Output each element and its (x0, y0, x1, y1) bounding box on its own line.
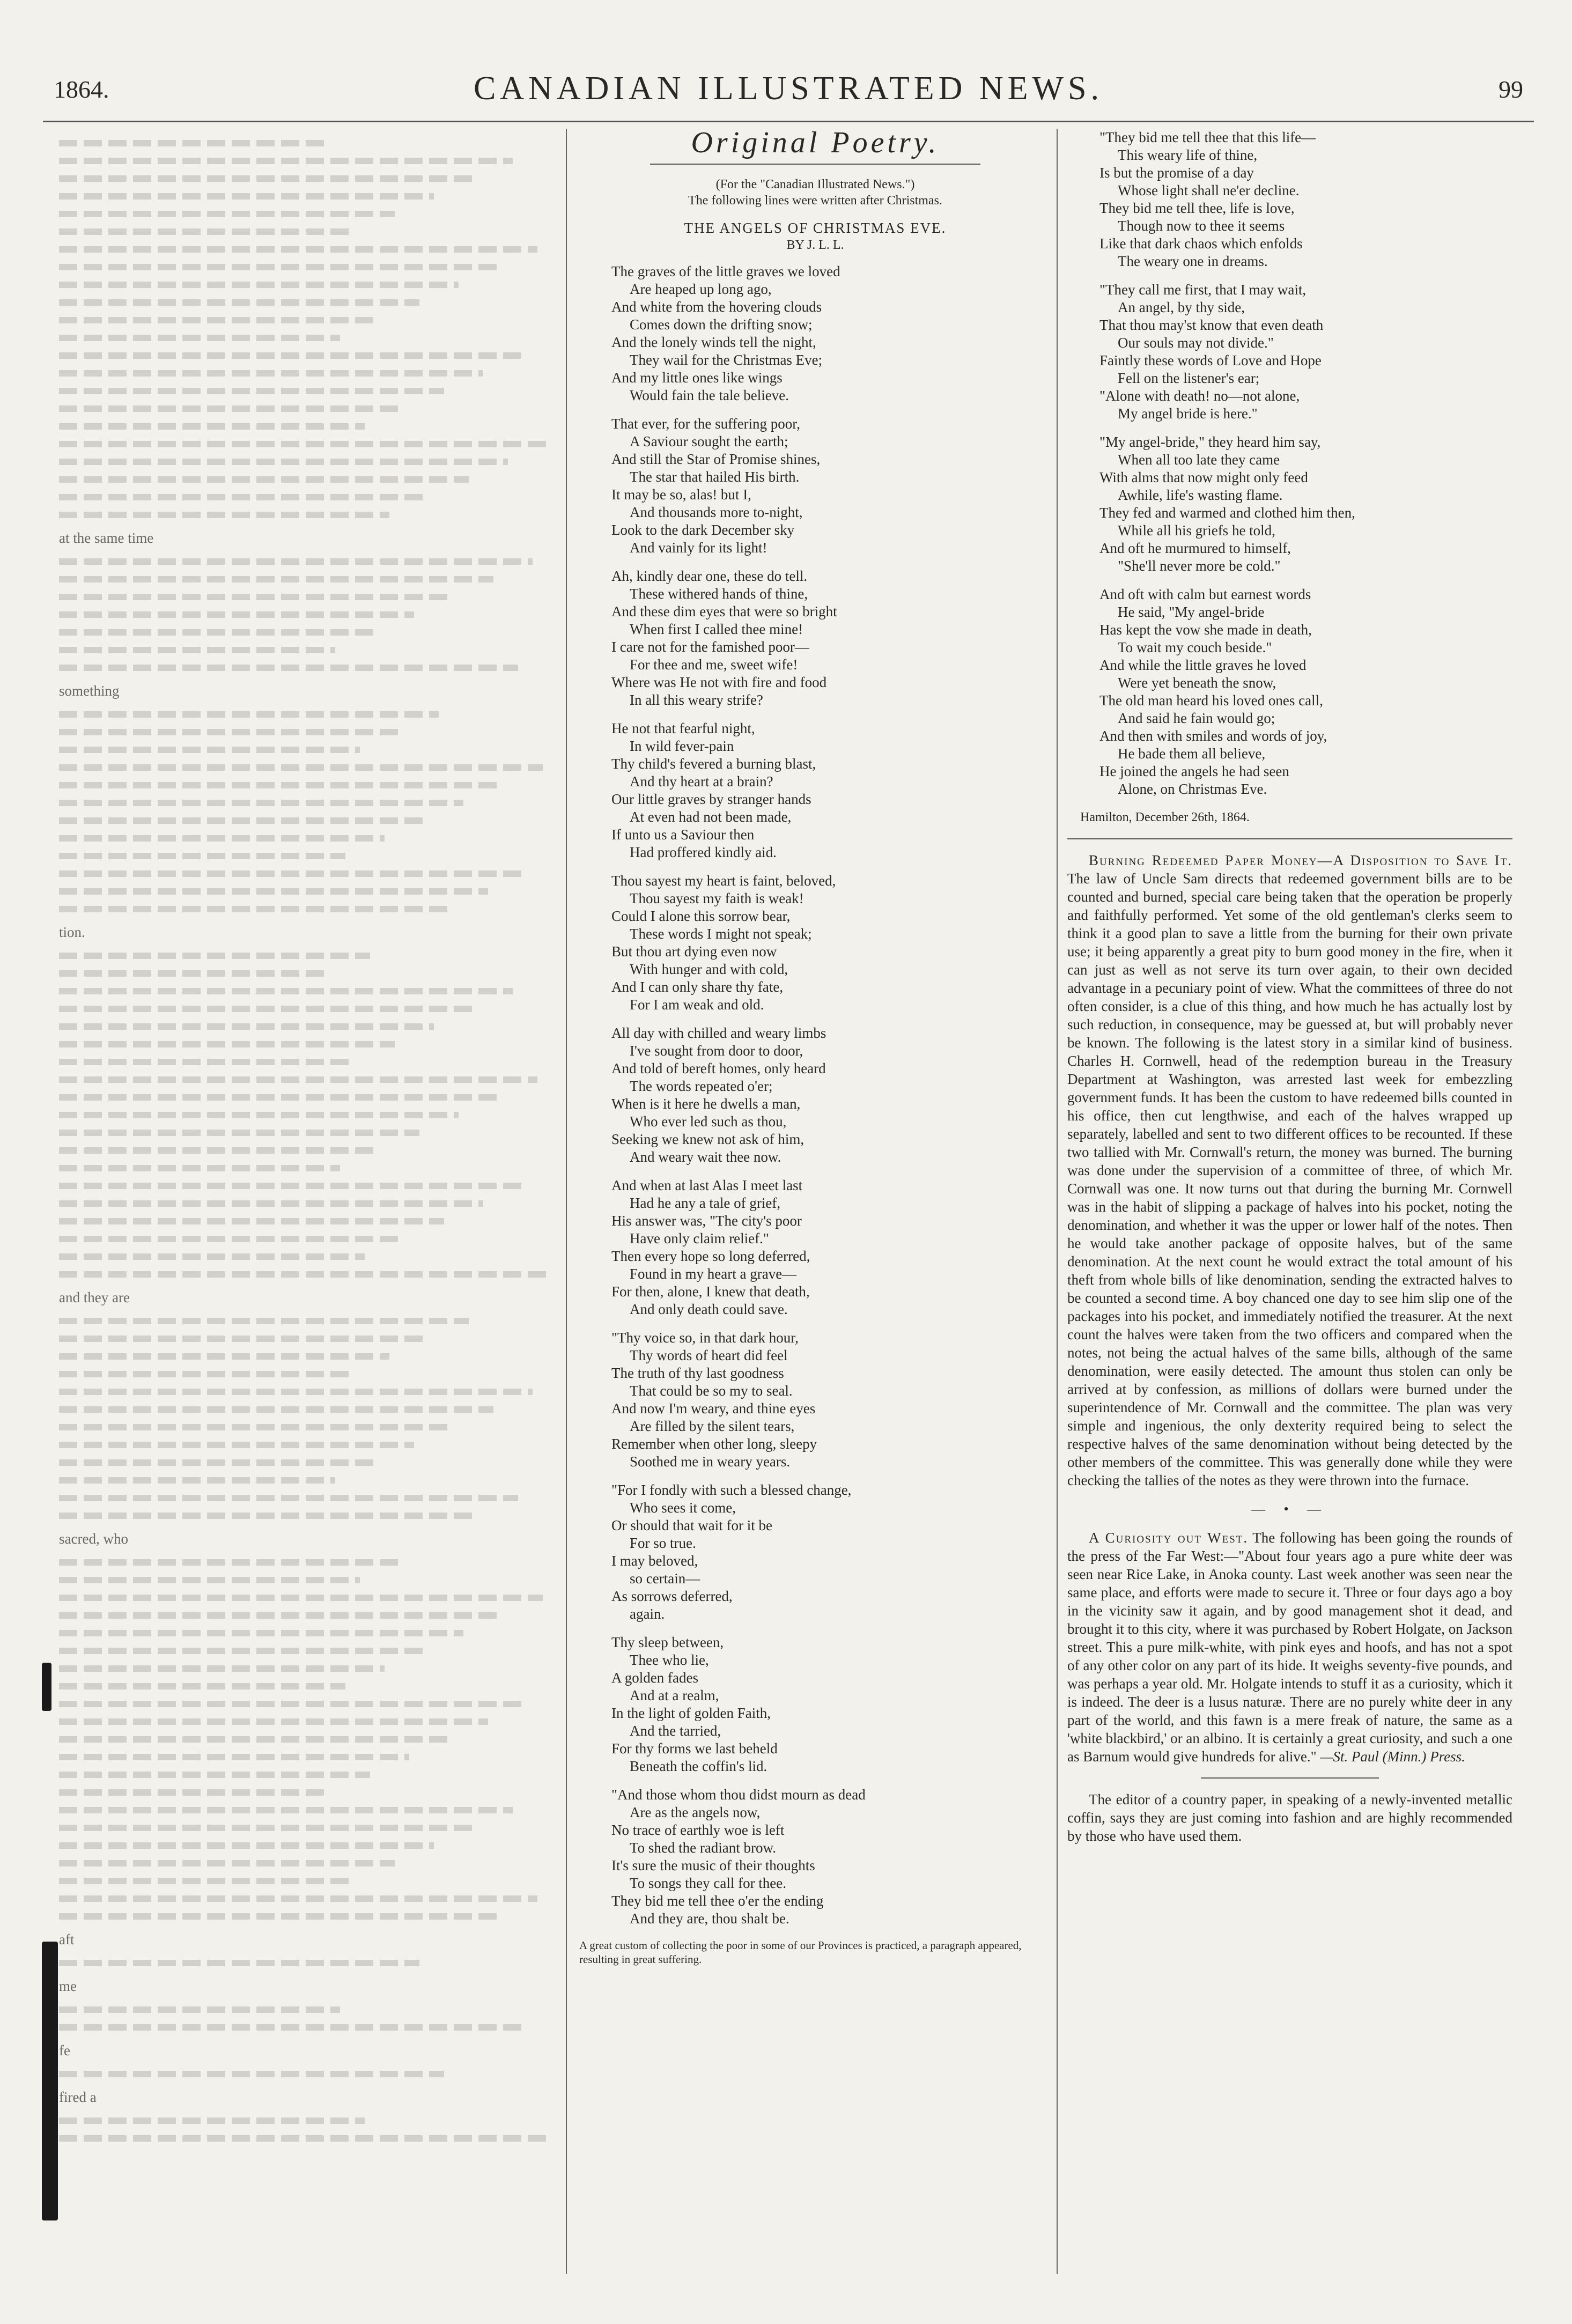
poem-line: Are as the angels now, (630, 1804, 761, 1820)
faded-text-line (59, 576, 493, 582)
poem-line: And thy heart at a brain? (630, 773, 773, 790)
poem-line: Look to the dark December sky (611, 522, 795, 538)
poem-cont-line: And then with smiles and words of joy, (1099, 728, 1327, 744)
poem-line: At even had not been made, (630, 809, 792, 825)
poem-line: These withered hands of thine, (630, 586, 808, 602)
poem-line: "Thy voice so, in that dark hour, (611, 1330, 799, 1346)
faded-text-line (59, 1683, 345, 1689)
faded-text-line (59, 1789, 330, 1796)
poem-line: Ah, kindly dear one, these do tell. (611, 568, 808, 584)
poem-line: Thou sayest my heart is faint, beloved, (611, 873, 836, 889)
faded-text-line (59, 1612, 503, 1619)
faded-text-line (59, 1665, 385, 1672)
poem-line: And vainly for its light! (630, 540, 767, 556)
poem-line: When is it here he dwells a man, (611, 1096, 801, 1112)
faded-text-line (59, 1112, 459, 1118)
poem-line: Where was He not with fire and food (611, 674, 827, 690)
faded-text-line (59, 888, 488, 895)
poem-line: so certain— (630, 1570, 700, 1587)
poem-line: Are heaped up long ago, (630, 281, 772, 297)
poem-cont-line: And said he fain would go; (1118, 710, 1275, 726)
faded-text-line (59, 264, 498, 270)
faded-text-line (59, 1371, 350, 1377)
poem-line: Found in my heart a grave— (630, 1266, 797, 1282)
poem-cont-stanza (1099, 129, 1512, 270)
faded-text-line (59, 282, 459, 288)
poem-line: If unto us a Saviour then (611, 827, 755, 843)
faded-text-line (59, 1253, 365, 1260)
poem-line: again. (630, 1606, 665, 1622)
faded-text-line (59, 1076, 537, 1083)
faded-text-line (59, 782, 503, 788)
poem-title: THE ANGELS OF CHRISTMAS EVE. (684, 220, 947, 236)
faded-text-line (59, 870, 528, 877)
poem-cont-line: Has kept the vow she made in death, (1099, 622, 1312, 638)
faded-text-line (59, 2135, 548, 2142)
poem-cont-line: Were yet beneath the snow, (1118, 675, 1276, 691)
poem-cont-line: "They call me first, that I may wait, (1099, 282, 1307, 298)
faded-text-line (59, 352, 523, 359)
faded-text-line (59, 494, 429, 500)
poem-cont-line: Our souls may not divide." (1118, 335, 1274, 351)
faded-text-line (59, 2006, 340, 2013)
article-separator: — • — (1251, 1501, 1329, 1517)
poem-cont-line: "My angel-bride," they heard him say, (1099, 434, 1321, 450)
faded-text-line (59, 594, 454, 600)
faded-text-line (59, 1718, 488, 1725)
faded-text-line (59, 1878, 355, 1884)
poem-cont-stanza (1099, 281, 1512, 423)
poem-line: Our little graves by stranger hands (611, 791, 811, 807)
faded-text-line (59, 1807, 513, 1813)
poem-cont-line: "She'll never more be cold." (1118, 558, 1281, 574)
poem-stanza (611, 872, 1051, 1014)
poem-cont-line: They fed and warmed and clothed him then, (1099, 505, 1355, 521)
section-title: Original Poetry. (691, 126, 940, 159)
article-curiosity-heading: A Curiosity out West. (1089, 1530, 1249, 1546)
poem-line: And now I'm weary, and thine eyes (611, 1400, 816, 1416)
poem-stanza (611, 1634, 1051, 1775)
faded-text-line (59, 1595, 543, 1601)
faded-text-fragment: at the same time (59, 530, 154, 546)
faded-text-line (59, 1406, 493, 1413)
poem-footnote: A great custom of collecting the poor in some of our Provinces is practiced, a paragraph appeared, resulting in great suffering. (579, 1939, 1022, 1966)
article-curiosity-body: The following has been going the rounds of the press of the Far West:—"About four years ago a pure white deer was seen near Rice Lake, in Anoka county. Last week another was seen near the same place, and efforts were made to secure it. Three or four days ago a boy in the vicinity saw it again, and by good management shot it dead, and brought it to this city, where it was purchased by Robert Holgate, on Jackson street. This a pure milk-white, with pink eyes and hoofs, and has not a spot of any other color on any part of its hide. It weighs seventy-five pounds, and was perhaps a year old. Mr. Holgate intends to stuff it as a curiosity, which it is indeed. The deer is a lusus naturæ. There are no purely white deer in any part of the world, and this fawn is a mere freak of nature, the same as a 'white blackbird,' or an albino. It is certainly a great curiosity, and such a one as Barnum would give hundreds for alive." (1067, 1530, 1513, 1765)
faded-text-fragment: fe (59, 2042, 70, 2059)
poem-line: Soothed me in weary years. (630, 1454, 791, 1470)
faded-text-line (59, 1513, 478, 1519)
poem-cont-line: The old man heard his loved ones call, (1099, 692, 1323, 709)
poem-line: That could be so my to seal. (630, 1383, 793, 1399)
poem-line: A Saviour sought the earth; (630, 433, 788, 449)
faded-text-fragment: and they are (59, 1289, 130, 1305)
faded-text-line (59, 317, 380, 323)
faded-text-line (59, 647, 335, 653)
faded-text-line (59, 1130, 419, 1136)
faded-text-line (59, 953, 370, 959)
poem-cont-line: He said, "My angel-bride (1118, 604, 1265, 620)
poem-cont-line: Like that dark chaos which enfolds (1099, 235, 1303, 252)
poem-line: And told of bereft homes, only heard (611, 1060, 826, 1076)
poem-line: Remember when other long, sleepy (611, 1436, 817, 1452)
masthead-title: CANADIAN ILLUSTRATED NEWS. (473, 70, 1104, 107)
poem-line: In all this weary strife? (630, 692, 763, 708)
poem-line: They wail for the Christmas Eve; (630, 352, 823, 368)
poem-line: I care not for the famished poor— (611, 639, 809, 655)
poem-line: "For I fondly with such a blessed change, (611, 1482, 852, 1498)
article-burning-money-body: The law of Uncle Sam directs that redeemed government bills are to be counted and burned, special care being taken that the operation be properly and faithfully performed. Yet some of the old gentleman's clerks seem to think it a good plan to save a little from the burning for their own private use; it being apparently a great pity to burn good money in the fire, when it can just as well as not serve its turn over again, to their own decided advantage in a pecuniary point of view. What the committees of three do not often consider, is a clue of this thing, and how much he has actually lost by such reduction, in consequence, may be guessed at, but will probably never be known. The following is the latest story in a similar kind of business. Charles H. Cornwell, head of the redemption bureau in the Treasury Department at Washington, was arrested last week for embezzling government funds. It has been the custom to have redeemed bills counted in his office, then cut lengthwise, and each of the halves wrapped up separately, labelled and sent to two different offices to be recounted. If these two tallied with Mr. Cornwall's return, the money was burned. The burning was done under the supervision of a committee of three, of which Mr. Cornwall was one. It now turns out that during the burning Mr. Cornwell was in the habit of slipping a package of halves into his pocket, noting the denomination, and whether it was the upper or lower half of the notes. Then he would take another package of opposite halves, but of the same denomination. At the next count he would extract the total amount of his theft from whole bills of like denomination, sending the extracted halves to be counted a second time. A boy chanced one day to see him slip one of the packages into his pocket, and immediately notified the treasurer. At the next count the halves were taken from the two officers and compared when the notes, not being the actual halves of the same bills, although of the same denomination, were easily detected. The amount thus stolen can only be arrived at by confession, as millions of dollars were burned under the superintendence of Mr. Cornwall and the committee. The plan was very simple and ingenious, the only dexterity required being to select the respective halves of the same denomination without being detected by the other members of the committee. This was generally done while they were checking the tallies of the notes as they were thrown into the furnace. (1067, 870, 1512, 1488)
faded-text-line (59, 246, 537, 253)
faded-text-fragment: aft (59, 1931, 75, 1947)
faded-text-line (59, 1648, 424, 1654)
faded-text-line (59, 1754, 409, 1760)
faded-text-line (59, 1006, 474, 1012)
faded-text-line (59, 906, 449, 912)
poem-line: His answer was, "The city's poor (611, 1213, 802, 1229)
poem-cont-line: Alone, on Christmas Eve. (1118, 781, 1267, 797)
poem-line: And I can only share thy fate, (611, 979, 784, 995)
poem-line: And still the Star of Promise shines, (611, 451, 821, 467)
article-rule (1067, 838, 1512, 839)
poem-cont-line: And oft he murmured to himself, (1099, 540, 1291, 556)
poem-cont-line: "Alone with death! no—not alone, (1099, 388, 1300, 404)
poem-line: He not that fearful night, (611, 720, 755, 736)
faded-text-line (59, 764, 543, 771)
faded-text-line (59, 228, 355, 235)
faded-text-line (59, 405, 404, 412)
faded-text-fragment: sacred, who (59, 1531, 128, 1547)
poem-cont-line: When all too late they came (1118, 452, 1280, 468)
faded-text-line (59, 1200, 483, 1207)
poem-stanza (611, 567, 1051, 709)
poem-line: And these dim eyes that were so bright (611, 603, 837, 619)
poem-line: Would fain the tale believe. (630, 387, 789, 403)
poem-line: Then every hope so long deferred, (611, 1248, 810, 1264)
poem-stanza (611, 1177, 1051, 1318)
poem-line: It's sure the music of their thoughts (611, 1857, 815, 1873)
faded-text-line (59, 1147, 380, 1154)
faded-text-line (59, 1477, 335, 1484)
poem-cont-line: Fell on the listener's ear; (1118, 370, 1260, 386)
poem-cont-line: Awhile, life's wasting flame. (1118, 487, 1283, 503)
faded-text-line (59, 747, 360, 753)
faded-text-line (59, 1559, 400, 1566)
poem-line: These words I might not speak; (630, 926, 812, 942)
faded-text-line (59, 800, 463, 806)
faded-text-line (59, 1183, 523, 1189)
poem-cont-line: With alms that now might only feed (1099, 469, 1308, 485)
poem-line: With hunger and with cold, (630, 961, 788, 977)
poem-cont-line: He joined the angels he had seen (1099, 763, 1289, 779)
faded-text-line (59, 441, 548, 447)
poem-line: Who sees it come, (630, 1500, 736, 1516)
poem-continuation (1067, 129, 1512, 798)
poem-line: To songs they call for thee. (630, 1875, 787, 1891)
poem-byline: BY J. L. L. (786, 238, 844, 252)
poem-line: And at a realm, (630, 1687, 719, 1703)
faded-text-line (59, 1442, 414, 1448)
poem-line: And white from the hovering clouds (611, 299, 822, 315)
poem-line: And when at last Alas I meet last (611, 1177, 803, 1193)
poem-line: Thy child's fevered a burning blast, (611, 756, 816, 772)
faded-text-line (59, 853, 345, 859)
poem-line: In the light of golden Faith, (611, 1705, 771, 1721)
poem-line: I may beloved, (611, 1553, 698, 1569)
poem-line: Could I alone this sorrow bear, (611, 908, 791, 924)
faded-text-line (59, 158, 513, 164)
faded-text-fragment: fired a (59, 2089, 97, 2105)
poem-stanza (611, 720, 1051, 861)
poem-line: Who ever led such as thou, (630, 1113, 787, 1130)
left-column-faded (59, 129, 552, 2274)
faded-text-line (59, 1236, 404, 1242)
poem-line: And the lonely winds tell the night, (611, 334, 816, 350)
poem-line: That ever, for the suffering poor, (611, 416, 800, 432)
faded-text-line (59, 1860, 395, 1866)
faded-text-line (59, 140, 330, 146)
poem-cont-line: Whose light shall ne'er decline. (1118, 182, 1300, 198)
faded-text-line (59, 512, 389, 518)
poem-line: Or should that wait for it be (611, 1517, 772, 1533)
poem-stanza (611, 1786, 1051, 1928)
poem-dateline: Hamilton, December 26th, 1864. (1080, 810, 1250, 824)
faded-text-line (59, 1895, 537, 1902)
poem-line: And only death could save. (630, 1301, 788, 1317)
faded-text-line (59, 423, 365, 430)
faded-text-line (59, 1825, 474, 1831)
faded-text-line (59, 2118, 365, 2124)
poem-line: In wild fever-pain (630, 738, 734, 754)
poem-line: But thou art dying even now (611, 943, 777, 960)
poem-line: To shed the radiant brow. (630, 1840, 777, 1856)
margin-ink-mark (42, 1663, 51, 1711)
article-curiosity-source: —St. Paul (Minn.) Press. (1320, 1748, 1465, 1765)
faded-text-line (59, 175, 474, 182)
faded-text-line (59, 611, 414, 618)
poem-line: The words repeated o'er; (630, 1078, 773, 1094)
faded-text-line (59, 817, 424, 824)
faded-text-line (59, 2071, 444, 2077)
poem-stanza (611, 1329, 1051, 1471)
faded-text-line (59, 835, 385, 842)
poem-stanza (611, 415, 1051, 557)
faded-text-line (59, 1577, 360, 1583)
poem-cont-line: That thou may'st know that even death (1099, 317, 1324, 333)
faded-text-line (59, 729, 400, 735)
poem-cont-line: While all his griefs he told, (1118, 522, 1275, 538)
faded-text-line (59, 558, 533, 565)
faded-text-line (59, 1736, 449, 1743)
article-rule-short (1201, 1777, 1379, 1779)
poem-line: I've sought from door to door, (630, 1043, 803, 1059)
poem-line: Have only claim relief." (630, 1230, 769, 1246)
faded-text-line (59, 970, 330, 977)
poem-line: The graves of the little graves we loved (611, 263, 840, 279)
faded-text-line (59, 1023, 434, 1030)
poem-stanza (611, 1024, 1051, 1166)
faded-text-line (59, 1495, 518, 1501)
poem-cont-line: They bid me tell thee, life is love, (1099, 200, 1295, 216)
faded-text-line (59, 1913, 498, 1920)
article-burning-money-heading: Burning Redeemed Paper Money—A Disposition to Save It. (1089, 852, 1512, 868)
faded-text-fragment: tion. (59, 924, 85, 940)
poem-cont-line: My angel bride is here." (1118, 405, 1258, 422)
faded-text-line (59, 1318, 469, 1324)
poem-cont-line: To wait my couch beside." (1118, 639, 1272, 655)
masthead-rule (43, 121, 1534, 122)
poem-line: For then, alone, I knew that death, (611, 1283, 810, 1300)
poem-cont-stanza (1099, 433, 1512, 575)
poem-line: All day with chilled and weary limbs (611, 1025, 826, 1041)
poem-line: It may be so, alas! but I, (611, 486, 751, 503)
faded-text-line (59, 1459, 375, 1466)
poem-cont-line: He bade them all believe, (1118, 746, 1266, 762)
poem-line: "And those whom thou didst mourn as dead (611, 1787, 866, 1803)
faded-text-line (59, 1271, 548, 1278)
poem-intro: The following lines were written after Christmas. (688, 194, 942, 208)
poem-line: And they are, thou shalt be. (630, 1910, 789, 1927)
faded-text-line (59, 1630, 463, 1636)
poem-line: For thee and me, sweet wife! (630, 656, 798, 673)
faded-text-fragment: something (59, 683, 120, 699)
faded-text-line (59, 1041, 395, 1047)
faded-text-line (59, 388, 444, 394)
faded-text-line (59, 459, 508, 465)
faded-text-line (59, 1353, 389, 1360)
article-burning-money (1067, 851, 1512, 1489)
margin-ink-blot (42, 1942, 58, 2220)
faded-text-line (59, 335, 340, 341)
faded-text-line (59, 988, 513, 994)
faded-text-line (59, 299, 419, 306)
poem-cont-line: The weary one in dreams. (1118, 253, 1268, 269)
poem-line: Thy sleep between, (611, 1634, 724, 1650)
poem-line: Beneath the coffin's lid. (630, 1758, 767, 1774)
faded-text-line (59, 211, 395, 217)
column-divider-left (566, 129, 567, 2274)
poem-line: They bid me tell thee o'er the ending (611, 1893, 824, 1909)
poem-line: Are filled by the silent tears, (630, 1418, 795, 1434)
faded-text-line (59, 1842, 434, 1849)
poem-line: Thy words of heart did feel (630, 1347, 788, 1363)
poem-line: For so true. (630, 1535, 696, 1551)
poem-line: A golden fades (611, 1670, 698, 1686)
faded-text-line (59, 1389, 533, 1395)
faded-text-line (59, 1424, 454, 1430)
poem-line: And my little ones like wings (611, 370, 783, 386)
poem-line: As sorrows deferred, (611, 1588, 733, 1604)
right-column (1067, 129, 1512, 1854)
poem-line: The truth of thy last goodness (611, 1365, 784, 1381)
poem-line: Seeking we knew not ask of him, (611, 1131, 805, 1147)
faded-text-line (59, 1960, 419, 1966)
poem-cont-stanza (1099, 586, 1512, 798)
article-coffin: The editor of a country paper, in speaking of a newly-invented metallic coffin, says they are just coming into fashion and are highly recommended by those who have used them. (1067, 1791, 1512, 1844)
poem-line: No trace of earthly woe is left (611, 1822, 785, 1838)
poem-stanza (611, 1481, 1051, 1623)
faded-text-line (59, 193, 434, 200)
poem-cont-line: This weary life of thine, (1118, 147, 1258, 163)
faded-text-line (59, 1094, 498, 1101)
faded-text-line (59, 629, 375, 636)
poem-line: For thy forms we last beheld (611, 1740, 778, 1757)
poem-line: And the tarried, (630, 1723, 721, 1739)
faded-text-line (59, 1772, 370, 1778)
poem-line: Thee who lie, (630, 1652, 709, 1668)
poem-line: Comes down the drifting snow; (630, 316, 813, 333)
faded-text-line (59, 476, 469, 483)
poem-line: The star that hailed His birth. (630, 469, 800, 485)
column-divider-right (1057, 129, 1058, 2274)
poem-cont-line: And oft with calm but earnest words (1099, 586, 1311, 602)
poem-line: Had proffered kindly aid. (630, 844, 777, 860)
poem-line: When first I called thee mine! (630, 621, 803, 637)
poem-body (579, 263, 1051, 1928)
poem-cont-line: Though now to thee it seems (1118, 218, 1285, 234)
faded-text-fragment: me (59, 1978, 77, 1994)
poem-line: And weary wait thee now. (630, 1149, 781, 1165)
faded-text-line (59, 1218, 444, 1224)
faded-text-line (59, 1059, 355, 1065)
poem-line: For I am weak and old. (630, 997, 764, 1013)
poem-stanza (611, 263, 1051, 404)
masthead (43, 70, 1534, 113)
faded-text-line (59, 2024, 523, 2031)
poem-line: Thou sayest my faith is weak! (630, 890, 804, 906)
poem-cont-line: "They bid me tell thee that this life— (1099, 129, 1316, 145)
poem-line: And thousands more to-night, (630, 504, 803, 520)
article-curiosity (1067, 1529, 1512, 1766)
faded-text-line (59, 711, 439, 718)
poetry-column (579, 126, 1051, 1966)
faded-text-line (59, 1336, 429, 1342)
poem-cont-line: And while the little graves he loved (1099, 657, 1307, 673)
faded-text-line (59, 1701, 528, 1707)
masthead-year: 1864. (54, 76, 109, 103)
page-number: 99 (1499, 76, 1523, 103)
faded-text-line (59, 1165, 340, 1171)
poem-line: Had he any a tale of grief, (630, 1195, 781, 1211)
faded-text-line (59, 665, 518, 671)
poem-cont-line: An angel, by thy side, (1118, 299, 1245, 315)
poem-cont-line: Is but the promise of a day (1099, 165, 1254, 181)
title-rule (650, 164, 980, 165)
poem-cont-line: Faintly these words of Love and Hope (1099, 352, 1322, 368)
editor-note: (For the "Canadian Illustrated News.") (715, 178, 915, 191)
faded-text-line (59, 370, 483, 377)
